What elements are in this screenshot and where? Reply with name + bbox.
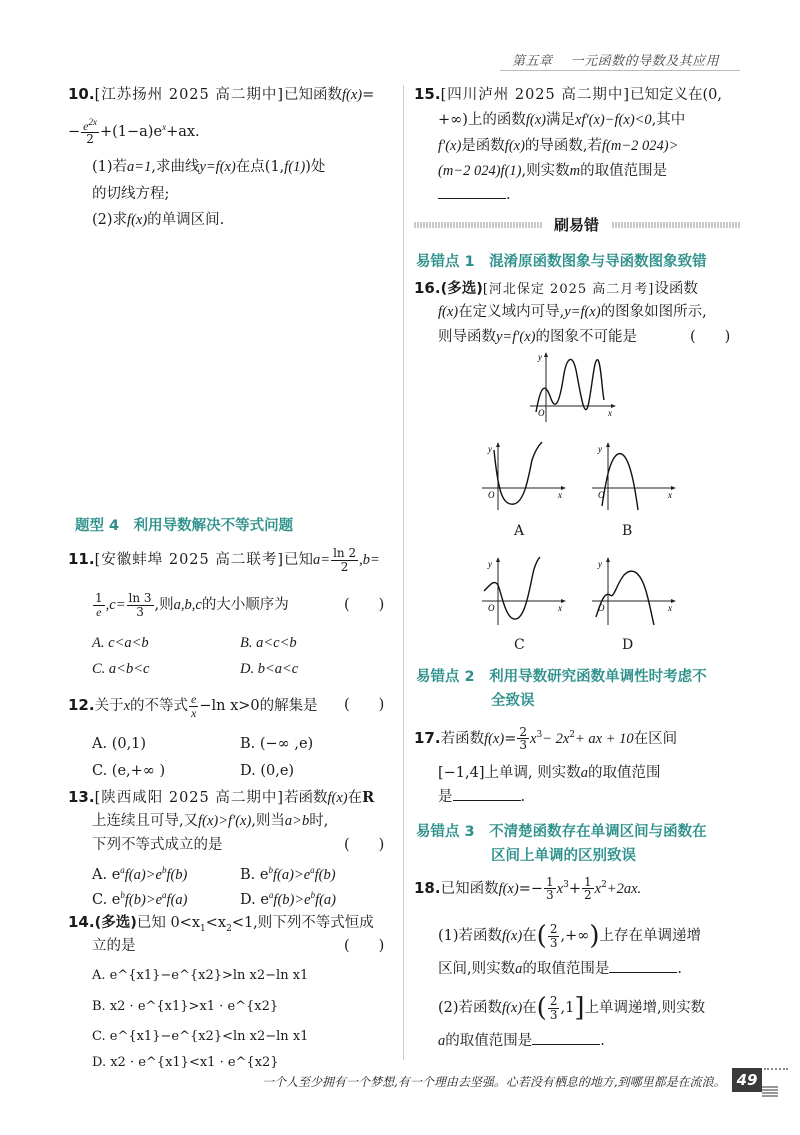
svg-text:x: x bbox=[558, 490, 562, 500]
svg-text:O: O bbox=[598, 490, 605, 500]
error-point-3-title-line2: 区间上单调的区别致误 bbox=[491, 848, 636, 864]
q15-answer-blank[interactable] bbox=[438, 186, 506, 199]
q16-main-graph bbox=[528, 350, 620, 424]
q18-part1-answer-blank[interactable] bbox=[609, 960, 677, 973]
svg-text:x: x bbox=[558, 603, 562, 613]
q13-option-d[interactable]: D. $e^af(b)>e^bf(a)$ bbox=[240, 890, 337, 908]
svg-text:y: y bbox=[598, 559, 602, 569]
q12-option-d[interactable]: D. (0,e) bbox=[240, 763, 295, 779]
q14-option-c[interactable]: C. e^{x1}−e^{x2}<ln x2−ln x1 bbox=[92, 1029, 309, 1044]
svg-text:x: x bbox=[668, 490, 672, 500]
shua-title: 刷易错 bbox=[548, 214, 605, 235]
page-number: 49 bbox=[732, 1068, 762, 1092]
chapter-title: 一元函数的导数及其应用 bbox=[570, 54, 720, 69]
svg-text:x: x bbox=[668, 603, 672, 613]
q16-graph-d[interactable] bbox=[590, 555, 680, 627]
svg-text:O: O bbox=[488, 603, 495, 613]
q16-graph-c[interactable] bbox=[480, 555, 570, 627]
q13-option-b[interactable]: B. $e^bf(a)>e^af(b)$ bbox=[240, 865, 336, 883]
q12-option-c[interactable]: C. (e,+∞ ) bbox=[92, 763, 166, 779]
q14-option-a[interactable]: A. e^{x1}−e^{x2}>ln x2−ln x1 bbox=[92, 968, 309, 983]
q10-number: 10. bbox=[68, 85, 95, 103]
q18-part2-answer-blank[interactable] bbox=[532, 1032, 600, 1045]
svg-text:y: y bbox=[598, 444, 602, 454]
main-x-label: x bbox=[608, 408, 612, 418]
q16-label-a[interactable]: A bbox=[514, 523, 525, 539]
type4-title: 题型 4 利用导数解决不等式问题 bbox=[75, 518, 294, 534]
graph-b-curve bbox=[602, 454, 638, 510]
q11-option-d[interactable]: D. b<a<c bbox=[240, 661, 299, 677]
q12-option-b[interactable]: B. (−∞ ,e) bbox=[240, 736, 314, 752]
q16-label-b[interactable]: B bbox=[622, 523, 633, 539]
error-point-2-title: 易错点 2 利用导数研究函数单调性时考虑不 bbox=[416, 669, 707, 685]
q14-option-d[interactable]: D. x2 · e^{x1}<x1 · e^{x2} bbox=[92, 1055, 279, 1070]
q14-option-b[interactable]: B. x2 · e^{x1}>x1 · e^{x2} bbox=[92, 999, 279, 1014]
column-divider bbox=[403, 85, 404, 1060]
q11-option-c[interactable]: C. a<b<c bbox=[92, 661, 150, 677]
q12-option-a[interactable]: A. (0,1) bbox=[92, 736, 147, 752]
q16-graph-b[interactable] bbox=[590, 440, 680, 512]
error-point-2-title-line2: 全致误 bbox=[491, 693, 535, 709]
q17-answer-blank[interactable] bbox=[453, 788, 521, 801]
error-point-1-title: 易错点 1 混淆原函数图象与导函数图象致错 bbox=[416, 254, 707, 270]
page-badge-decoration bbox=[762, 1085, 778, 1097]
graph-a-curve bbox=[494, 442, 542, 504]
q10-part1-line2: 的切线方程; bbox=[92, 186, 170, 202]
error-point-3-title: 易错点 3 不清楚函数存在单调区间与函数在 bbox=[416, 824, 707, 840]
footer-motto: 一个人至少拥有一个梦想,有一个理由去坚强。心若没有栖息的地方,到哪里都是在流浪。 bbox=[262, 1075, 726, 1089]
chapter-header bbox=[512, 50, 719, 69]
graph-d-curve bbox=[596, 571, 654, 625]
svg-text:O: O bbox=[488, 490, 495, 500]
q16-label-c[interactable]: C bbox=[514, 637, 525, 653]
q13-option-a[interactable]: A. $e^af(a)>e^bf(b)$ bbox=[92, 865, 188, 883]
page-badge-dots bbox=[764, 1068, 788, 1072]
q16-label-d[interactable]: D bbox=[622, 637, 634, 653]
chapter-number: 第五章 bbox=[512, 54, 553, 69]
q13-option-c[interactable]: C. $e^bf(b)>e^af(a)$ bbox=[92, 890, 188, 908]
svg-text:O: O bbox=[598, 603, 605, 613]
q16-graph-a[interactable] bbox=[480, 440, 570, 512]
q11-option-a[interactable]: A. c<a<b bbox=[92, 635, 149, 651]
q11-option-b[interactable]: B. a<c<b bbox=[240, 635, 297, 651]
svg-text:y: y bbox=[488, 559, 492, 569]
q10-source: [江苏扬州 2025 高二期中] bbox=[94, 87, 285, 103]
q10-fraction: $\frac{e^{2x}}{2}$ bbox=[83, 116, 97, 147]
main-y-label: y bbox=[538, 352, 542, 362]
main-origin: O bbox=[538, 408, 545, 418]
header-rule bbox=[500, 70, 740, 71]
svg-text:y: y bbox=[488, 444, 492, 454]
